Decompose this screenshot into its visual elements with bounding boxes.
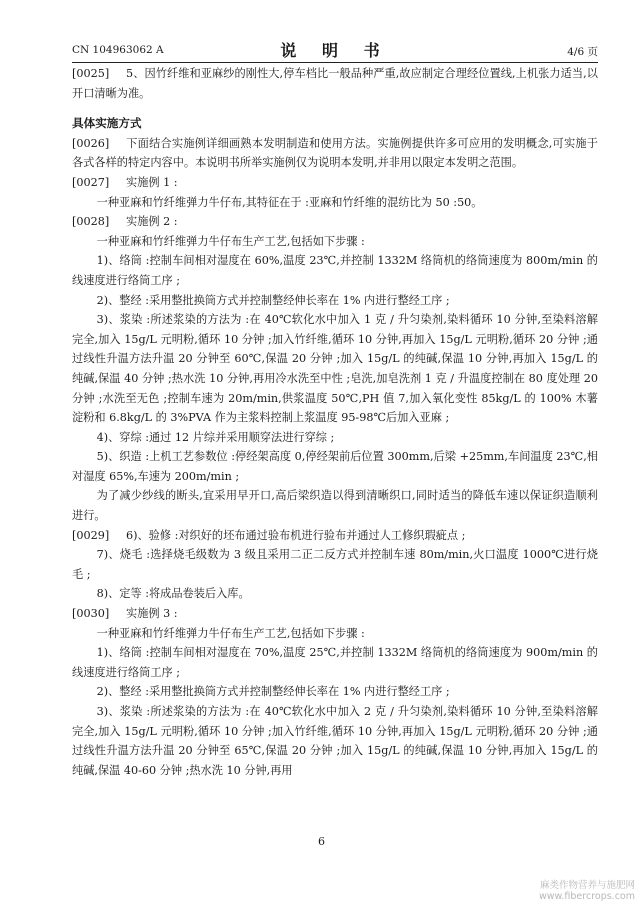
paragraph-number: [0026] [72, 136, 110, 150]
paragraph-text: 下面结合实施例详细画熟本发明制造和使用方法。实施例提供许多可应用的发明概念,可实施于各式各样的特定内容中。本说明书所举实施例仅为说明本发明,并非用以限定本发明之范围。 [72, 136, 598, 170]
paragraph-0027 [72, 173, 598, 193]
paragraph-text: 6)、验修 :对织好的坯布通过验布机进行验布并通过人工修织瑕疵点 ; [126, 528, 466, 542]
watermark-site-name: 麻类作物营养与施肥网 [539, 880, 635, 891]
example-3-step-1: 1)、络筒 :控制车间相对湿度在 70%,温度 25℃,并控制 1332M 络筒机的络筒速度为 900m/min 的线速度进行络筒工序 ; [72, 646, 598, 679]
example-3-step-2: 2)、整经 :采用整批换筒方式并控制整经伸长率在 1% 内进行整经工序 ; [96, 685, 450, 699]
paragraph-number: [0029] [72, 528, 110, 542]
example-2-intro: 一种亚麻和竹纤维弹力牛仔布生产工艺,包括如下步骤 : [96, 234, 365, 248]
watermark-url: www.fibercrops.com [538, 891, 635, 902]
page-header [72, 38, 598, 60]
page-count: 4/6 页 [567, 46, 598, 58]
example-2-step-3: 3)、浆染 :所述浆染的方法为 :在 40℃软化水中加入 1 克 / 升匀染剂,染料循环 10 分钟,至染料溶解完全,加入 15g/L 元明粉,循环 10 分钟 ;加入竹纤维,循环 10 分钟,再加入 15g/L 元明粉,循环 20 分钟 ;通过线性升温方法升温 20 分钟至 60℃,保温 20 分钟 ;加入 15g/L 的纯碱,保温 10 分钟,再加入 15g/L 的纯碱,保温 40 分钟 ;热水洗 10 分钟,再用冷水洗至中性 ;皂洗,加皂洗剂 1 克 / 升温度控制在 80 度处理 20 分钟 ;水洗至无色 ;控制车速为 20m/min,供浆温度 50℃,PH 值 7,加入氧化变性 85kg/L 的 100% 木薯淀粉和 6.8kg/L 的 3%PVA 作为主浆料控制上浆温度 95-98℃后加入亚麻 ; [72, 313, 598, 425]
paragraph-number: [0027] [72, 175, 110, 189]
paragraph-number: [0025] [72, 67, 110, 80]
example-2-step-4: 4)、穿综 :通过 12 片综并采用顺穿法进行穿综 ; [96, 430, 335, 444]
paragraph-number: [0030] [72, 607, 110, 621]
paragraph-text: 实施例 2 : [126, 215, 178, 229]
document-title: 说 明 书 [280, 41, 390, 60]
example-2-step-8: 8)、定等 :将成品卷装后入库。 [96, 587, 250, 601]
example-2-step-7: 7)、烧毛 :选择烧毛级数为 3 级且采用二正二反方式并控制车速 80m/min,火口温度 1000℃进行烧毛 ; [72, 548, 598, 581]
paragraph-0025 [72, 64, 598, 103]
paragraph-0028 [72, 212, 598, 232]
paragraph-text: 实施例 1 : [126, 175, 178, 189]
example-2-step-1: 1)、络筒 :控制车间相对湿度在 60%,温度 23℃,并控制 1332M 络筒机的络筒速度为 800m/min 的线速度进行络筒工序 ; [72, 254, 598, 287]
example-3-step-3: 3)、浆染 :所述浆染的方法为 :在 40℃软化水中加入 2 克 / 升匀染剂,染料循环 10 分钟,至染料溶解完全,加入 15g/L 元明粉,循环 10 分钟 ;加入竹纤维,循环 10 分钟,再加入 15g/L 元明粉,循环 20 分钟 ;通过线性升温方法升温 20 分钟至 65℃,保温 20 分钟 ;加入 15g/L 的纯碱,保温 10 分钟,再加入 15g/L 的纯碱,保温 40-60 分钟 ;热水洗 10 分钟,再用 [72, 705, 598, 777]
example-2-step-5: 5)、织造 :上机工艺参数位 :停经架高度 0,停经架前后位置 300mm,后梁 +25mm,车间温度 23℃,相对湿度 65%,车速为 200m/min ; [72, 450, 598, 483]
publication-number: CN 104963062 A [72, 44, 164, 56]
section-heading: 具体实施方式 [72, 116, 142, 131]
example-2-note: 为了减少纱线的断头,宜采用早开口,高后梁织造以得到清晰织口,同时适当的降低车速以保证织造顺利进行。 [72, 489, 598, 523]
paragraph-number: [0028] [72, 215, 110, 229]
document-body [72, 64, 598, 780]
paragraph-0030 [72, 604, 598, 624]
page-number: 6 [318, 835, 325, 848]
example-2-step-2: 2)、整经 :采用整批换筒方式并控制整经伸长率在 1% 内进行整经工序 ; [96, 293, 450, 307]
header-rule [72, 62, 598, 63]
watermark [539, 880, 635, 902]
paragraph-text: 5、因竹纤维和亚麻纱的刚性大,停车档比一般品种严重,故应制定合理经位置线,上机张力适当,以开口清晰为准。 [72, 67, 598, 100]
paragraph-text: 实施例 3 : [126, 607, 178, 621]
paragraph-0029 [72, 526, 598, 546]
example-3-intro: 一种亚麻和竹纤维弹力牛仔布生产工艺,包括如下步骤 : [96, 626, 365, 640]
example-1-description: 一种亚麻和竹纤维弹力牛仔布,其特征在于 :亚麻和竹纤维的混纺比为 50 :50。 [96, 195, 483, 209]
paragraph-0026 [72, 134, 598, 173]
